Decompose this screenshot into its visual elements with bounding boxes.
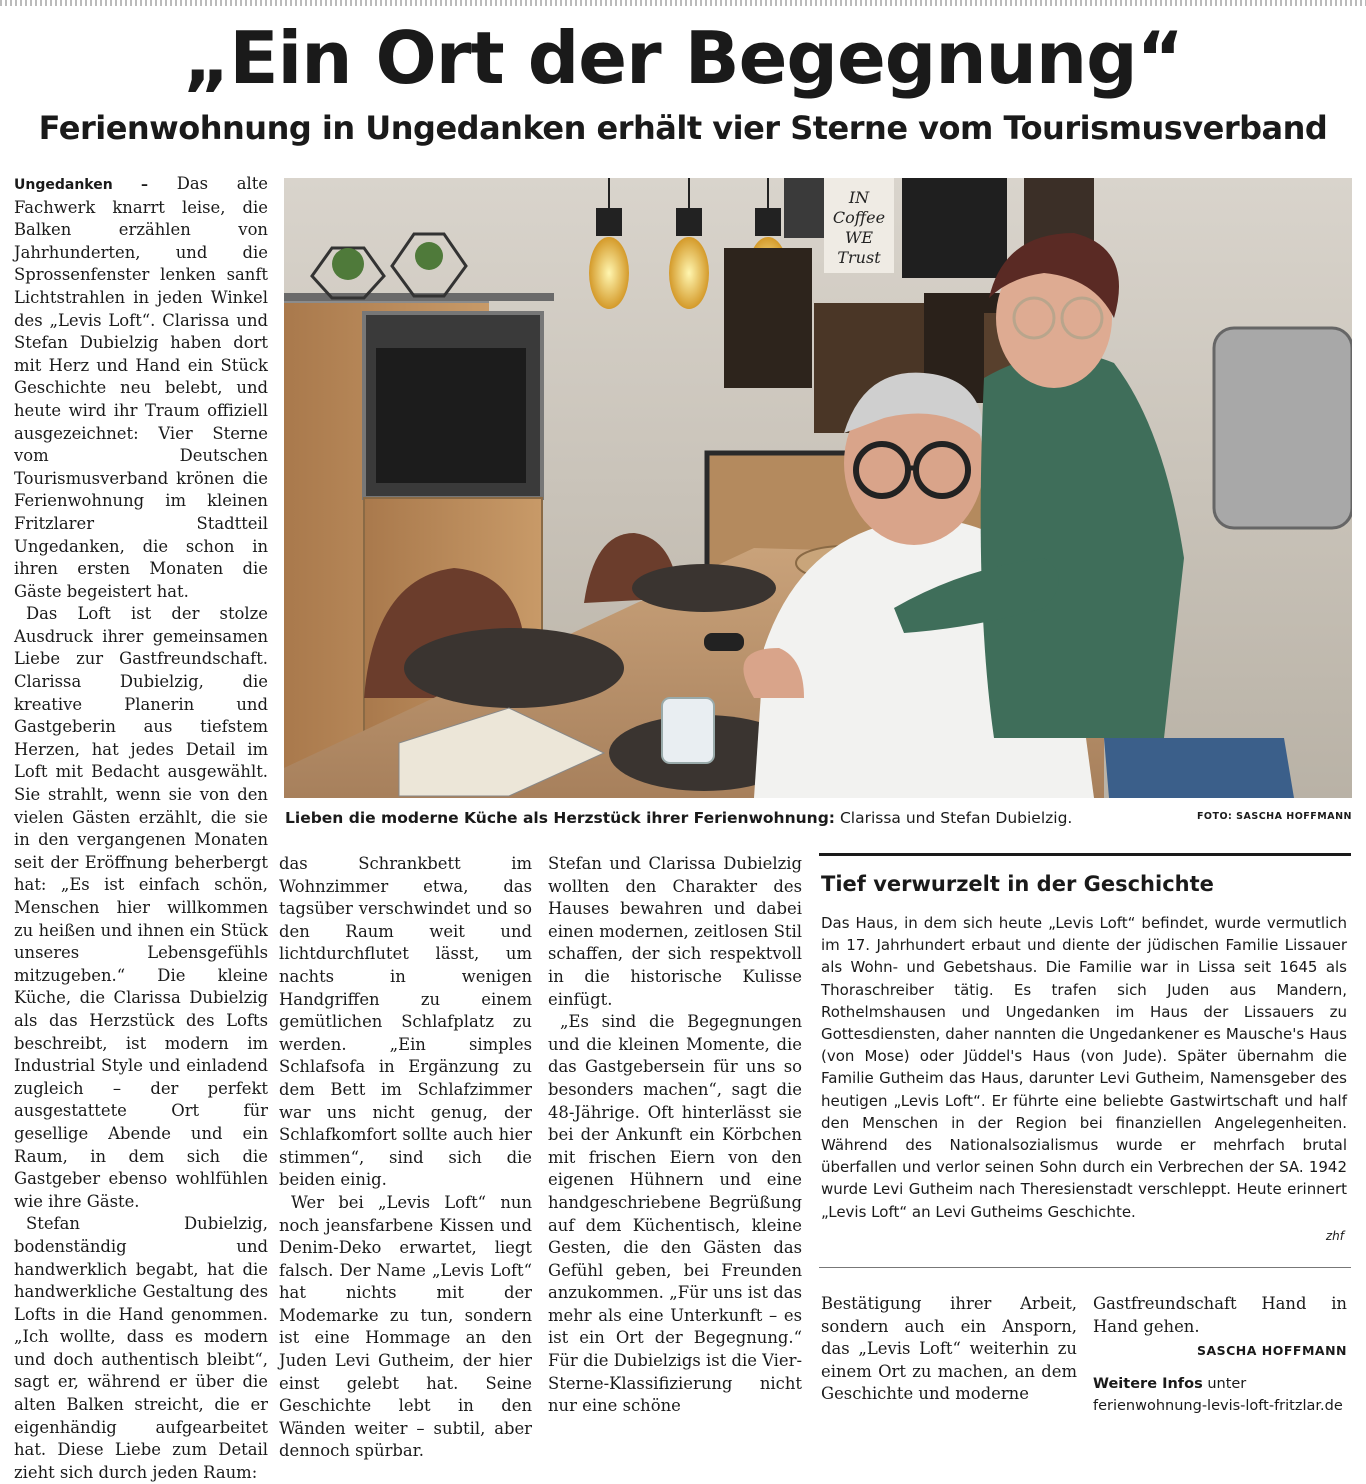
kitchen-photo (284, 178, 1352, 798)
article-column-1 (14, 173, 268, 1484)
sidebar-author-sign: zhf (1325, 1229, 1344, 1243)
sidebar-title: Tief verwurzelt in der Geschichte (821, 872, 1214, 896)
more-info (1093, 1373, 1347, 1417)
paragraph: Das Loft ist der stolze Ausdruck ihrer gemeinsamen Liebe zur Gastfreundschaft. Clarissa Dubielzig, die kreative Planerin und Gastgeberin aus tiefstem Herzen, hat jedes Detail im Loft mit Bedacht ausgewählt. Sie strahlt, wenn sie von den vielen Gästen erzählt, die sie in den vergangenen Monaten seit der Eröffnung beherbergt hat: „Es ist einfach schön, Menschen hier willkommen zu heißen und ihnen ein Stück unseres Lebensgefühls mitzugeben.“ Die kleine Küche, die Clarissa Dubielzig als das Herzstück des Lofts beschreibt, ist modern im Industrial Style und einladend zugleich – der perfekt ausgestattete Ort für gesellige Abende und ein Raum, in dem sich die Gastgeber ebenso wohlfühlen wie ihre Gäste. (14, 604, 268, 1211)
article-column-3 (548, 853, 802, 1418)
caption-text: Clarissa und Stefan Dubielzig. (839, 809, 1073, 827)
photo-credit: FOTO: SASCHA HOFFMANN (1196, 811, 1352, 822)
paragraph: Stefan und Clarissa Dubielzig wollten den Charakter des Hauses bewahren und dabei einen modernen, zeitlosen Stil schaffen, der sich respektvoll in die historische Kulisse einfügt. (548, 854, 802, 1009)
paragraph (14, 173, 268, 603)
paragraph: Wer bei „Levis Loft“ nun noch jeansfarbene Kissen und Denim-Deko erwartet, liegt falsch. Der Name „Levis Loft“ hat nichts mit der Modemarke zu tun, sondern ist eine Hommage an den Juden Levi Gutheim, der hier einst gelebt hat. Seine Geschichte lebt in den Wänden weiter – subtil, aber dennoch spürbar. (279, 1192, 532, 1461)
poster-word: WE (844, 228, 874, 247)
subheadline: Ferienwohnung in Ungedanken erhält vier Sterne vom Tourismusverband (38, 109, 1328, 147)
sidebar-text (821, 912, 1347, 1223)
dateline: Ungedanken – (14, 177, 149, 193)
sidebar-paragraph: Das Haus, in dem sich heute „Levis Loft“ befindet, wurde vermutlich im 17. Jahrhundert erbaut und diente der jüdischen Familie Lissauer als Wohn- und Gebetshaus. Die Familie war in Lissa seit 1645 als Thoraschreiber tätig. Es trafen sich Juden aus Mandern, Rothelmshausen und Ungedanken im Haus der Lissauers zu Gottesdiensten, daher nannten die Ungedankener es Mausche's Haus (von Mose) oder Jüddel's Haus (von Jude). Später übernahm die Familie Gutheim das Haus, darunter Levi Gutheim, Namensgeber des heutigen „Levis Loft“. Er führte eine beliebte Gastwirtschaft und half den Menschen in der Region bei finanziellen Angelegenheiten. Während des Nationalsozialismus wurde er mehrfach brutal überfallen und verlor seinen Sohn durch ein Verbrechen der SA. 1942 wurde Levi Gutheim nach Theresienstadt verschleppt. Heute erinnert „Levis Loft“ an Levi Gutheims Geschichte. (821, 914, 1347, 1221)
poster-word: Trust (837, 248, 881, 267)
article-column-4 (821, 1293, 1077, 1406)
more-info-link[interactable]: unter ferienwohnung-levis-loft-fritzlar.de (1093, 1375, 1343, 1414)
paragraph: Stefan Dubielzig, bodenständig und handwerklich begabt, hat die handwerkliche Gestaltung des Lofts in die Hand genommen. „Ich wollte, dass es modern und doch authentisch bleibt“, sagt er, während er über die alten Balken streicht, die er eigenhändig aufgearbeitet hat. Diese Liebe zum Detail zieht sich durch jeden Raum: (14, 1214, 268, 1482)
article-column-2 (279, 853, 532, 1463)
photo-illustration (284, 178, 1352, 798)
photo-caption (285, 806, 1345, 830)
paragraph-text: Das alte Fachwerk knarrt leise, die Balken erzählen von Jahrhunderten, und die Sprossenfenster lenken sanft Lichtstrahlen in jeden Winkel des „Levis Loft“. Clarissa und Stefan Dubielzig haben dort mit Herz und Hand ein Stück Geschichte neu belebt, und heute wird ihr Traum offiziell ausgezeichnet: Vier Sterne vom Deutschen Tourismusverband krönen die Ferienwohnung im kleinen Fritzlarer Stadtteil Ungedanken, die schon in ihren ersten Monaten die Gäste begeistert hat. (14, 174, 268, 601)
paragraph: das Schrankbett im Wohnzimmer etwa, das tagsüber verschwindet und so den Raum weit und lichtdurchflutet lässt, um nachts in wenigen Handgriffen zu einem gemütlichen Schlafplatz zu werden. „Ein simples Schlafsofa in Ergänzung zu dem Bett im Schlafzimmer war uns nicht genug, der Schlafkomfort sollte auch hier stimmen“, sind sich die beiden einig. (279, 854, 532, 1190)
article-column-5 (1093, 1293, 1347, 1417)
caption-lead: Lieben die moderne Küche als Herzstück ihrer Ferienwohnung: (285, 809, 835, 827)
top-border (0, 0, 1366, 6)
more-info-label: Weitere Infos (1093, 1375, 1203, 1392)
paragraph: „Es sind die Begegnungen und die kleinen Momente, die das Gastgebersein für uns so besonders machen“, sagt die 48-Jährige. Oft hinterlässt sie bei der Ankunft ein Körbchen mit frischen Eiern von den eigenen Hühnern und eine handgeschriebene Begrüßung auf dem Küchentisch, kleine Gesten, die den Gästen das Gefühl geben, bei Freunden anzukommen. „Für uns ist das mehr als eine Unterkunft – es ist ein Ort der Begegnung.“ Für die Dubielzigs ist die Vier-Sterne-Klassifizierung nicht nur eine schöne (548, 1012, 802, 1416)
paragraph: Gastfreundschaft Hand in Hand gehen. (1093, 1294, 1347, 1336)
poster-word: Coffee (832, 208, 886, 227)
poster-word: IN (848, 188, 870, 207)
paragraph: Bestätigung ihrer Arbeit, sondern auch ein Ansporn, das „Levis Loft“ weiterhin zu einem Ort zu machen, an dem Geschichte und moderne (821, 1294, 1077, 1404)
sidebar-bottom-rule (819, 1267, 1351, 1268)
headline: „Ein Ort der Begegnung“ (183, 16, 1183, 100)
sidebar-top-rule (819, 853, 1351, 856)
author-byline: SASCHA HOFFMANN (1196, 1343, 1347, 1359)
